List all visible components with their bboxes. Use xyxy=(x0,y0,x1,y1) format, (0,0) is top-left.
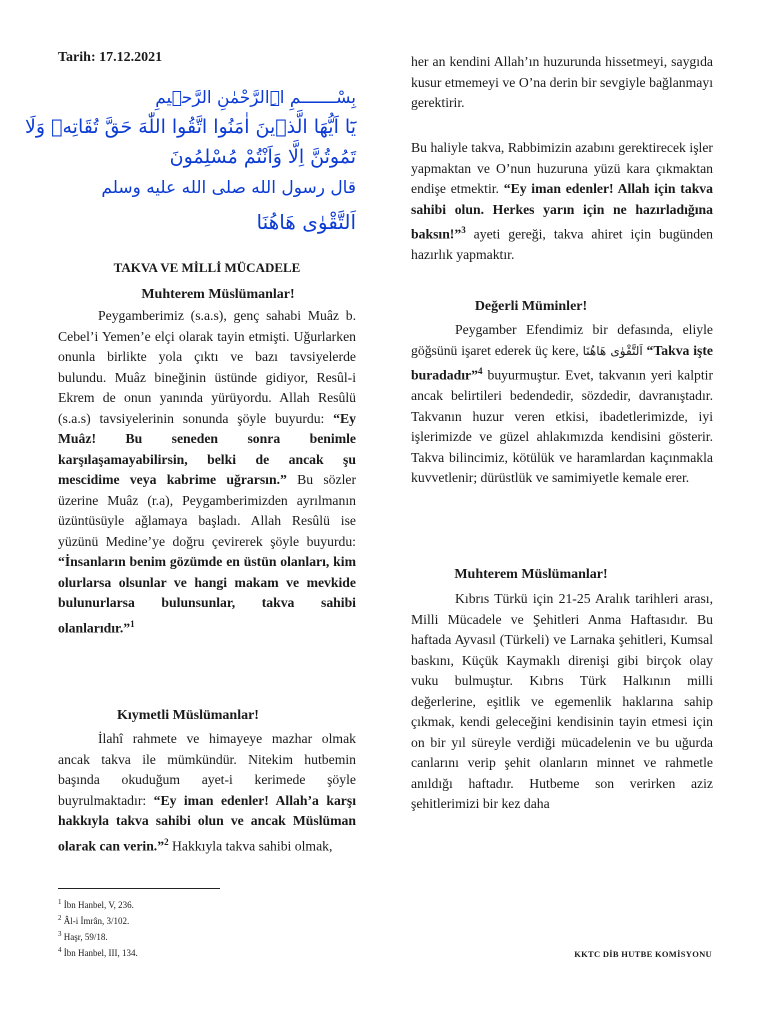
paragraph-muaz xyxy=(58,306,356,639)
quote-bold: “Ey iman edenler! Allah için takva sahibi olun. Herkes yarın için ne hazırladığına baksın!” xyxy=(411,181,713,242)
date-label: Tarih: 17.12.2021 xyxy=(58,50,163,65)
footnote-ref: 4 xyxy=(477,366,483,376)
heading-muhterem-2: Muhterem Müslümanlar! xyxy=(454,567,608,582)
footnote-item: $^1$ İbn Hanbel, V, 236. xyxy=(58,898,134,910)
paragraph-text: Bu haliyle takva, Rabbimizin azabını gerektirecek işler yapmaktan ve O’nun huzuruna yüzü kara çıkmaktan endişe etmektir. xyxy=(411,140,713,196)
hadith-text: اَلتَّقْوٰى هَاهُنَا xyxy=(256,210,356,234)
paragraph-kibris: Kıbrıs Türkü için 21-25 Aralık tarihleri arası, Milli Mücadele ve Şehitleri Anma Haftasıdır. Bu haftada Ayvasıl (Türkeli) ve Larnaka şehitleri, Kumsal baskını, Küçük Kaymaklı direnişi gibi birçok olay vuku bulmuştur. Kıbrıs Türk Halkının milli değerlerine, eşitlik ve egemenlik haklarına sahip çıkmak, kendi geleceğini kendisinin tayin etmesi için on bir yıl süreyle verdiği mücadelenin ve bu uğurda canlarını verip şehit olanların minnet ve rahmetle anıldığı haftadır. Hutbeme son verirken aziz şehitlerimizi bir kez daha xyxy=(411,591,713,811)
paragraph-text: ayeti gereği, takva ahiret için bugünden hazırlık yapmaktır. xyxy=(411,226,713,263)
paragraph-takva-kalp xyxy=(411,320,713,489)
heading-kiymetli: Kıymetli Müslümanlar! xyxy=(117,708,259,723)
footnote-item: $^3$ Haşr, 59/18. xyxy=(58,930,108,942)
paragraph-huzur: her an kendini Allah’ın huzurunda hissetmeyi, saygıda kusur etmemeyi ve O’na derin bir sevgiyle bağlanmayı gerektirir. xyxy=(411,54,713,110)
arabic-inline: اَلتَّقْوٰى هَاهُنَا xyxy=(582,343,643,358)
footnote-ref: 1 xyxy=(130,618,135,629)
quote-bold: “İnsanların benim gözümde en üstün olanları, kim olurlarsa olsunlar ve hangi makam ve mevkide bulunurlarsa bulunsunlar, takva sahibi olanlarıdır.” xyxy=(58,554,356,636)
footnote-item: $^2$ Âl-i İmrân, 3/102. xyxy=(58,914,130,926)
quote-bold: “Ey iman edenler! Allah’a karşı hakkıyla takva sahibi olun ve ancak Müslüman olarak can verin.” xyxy=(58,792,356,854)
footer-commission: KKTC DİB HUTBE KOMİSYONU xyxy=(574,949,712,959)
paragraph-text: Hakkıyla takva sahibi olmak, xyxy=(168,838,333,854)
paragraph-text: Peygamberimiz (s.a.s), genç sahabi Muâz b. Cebel’i Yemen’e elçi olarak tayin etmişti. Uğurlarken onunla birlikte yola çıktı ve bazı tavsiyelerde bulundu. Muâz bineğinin üstünde gidiyor, Resûl-i Ekrem de onun yanında yürüyordu. Allah Resûlü (s.a.s) tavsiyelerinin sonunda şöyle buyurdu: xyxy=(58,308,356,426)
heading-degerli: Değerli Müminler! xyxy=(474,299,588,314)
basmala: بِسْـــــــمِ اﷲِالرَّحْمٰنِ الرَّح۪يمِ xyxy=(155,88,356,108)
right-column xyxy=(411,0,713,1024)
quote-bold: “Takva işte buradadır” xyxy=(411,342,713,383)
paragraph-ilahi-rahmet xyxy=(58,729,356,857)
paragraph-text: Peygamber Efendimiz bir defasında, eliyle göğsünü işaret ederek üç kere, xyxy=(411,322,713,358)
paragraph-text: buyurmuştur. Evet, takvanın yeri kalptir ancak belirtileri bedendedir, sözdedir, davranıştadır. Takvanın huzur veren etkisi, ibadetlerimizde, iyi işlerimizde ve güzel ahlakımızda kendisini gösterir. Takva bilincimiz, kötülük ve haramlardan kaçınmakla kuvvetlenir; dürüstlük ve samimiyetle kemale erer. xyxy=(411,367,713,486)
paragraph-text: Bu sözler üzerine Muâz (r.a), Peygamberimizden ayrılmanın üzüntüsüyle ağlamaya başladı. Allah Resûlü ise yüzünü Medine’ye doğru çevirerek şöyle buyurdu: xyxy=(58,472,357,549)
paragraph-azab xyxy=(411,138,713,266)
quote-bold: “Ey Muâz! Bu seneden sonra benimle karşılaşamayabilirsin, belki de ancak şu mescidime veya kabrime uğrarsın.” xyxy=(58,410,356,487)
ayah-line-1: يَٓا اَيُّهَا الَّذ۪ينَ اٰمَنُوا اتَّقُوا اللّٰهَ حَقَّ تُقَاتِه۪ وَلَا xyxy=(25,116,356,138)
sermon-title: TAKVA VE MİLLİ MÜCADELE xyxy=(113,260,301,275)
ayah-line-2: تَمُوتُنَّ اِلَّا وَاَنْتُمْ مُسْلِمُونَ xyxy=(169,146,356,168)
heading-muhterem-1: Muhterem Müslümanlar! xyxy=(141,287,295,302)
footnote-ref: 2 xyxy=(164,836,169,847)
hadith-intro: قال رسول الله صلى الله عليه وسلم xyxy=(101,178,356,198)
footnote-divider xyxy=(58,888,220,889)
footnotes xyxy=(58,896,138,960)
footnote-ref: 3 xyxy=(461,225,466,235)
left-column xyxy=(25,0,357,1024)
paragraph-text: İlahî rahmete ve himayeye mazhar olmak ancak takva ile mümkündür. Nitekim hutbemin başında okuduğum ayet-i kerimede şöyle buyrulmaktadır: xyxy=(58,731,356,808)
footnote-item: $^4$ İbn Hanbel, III, 134. xyxy=(58,946,138,958)
